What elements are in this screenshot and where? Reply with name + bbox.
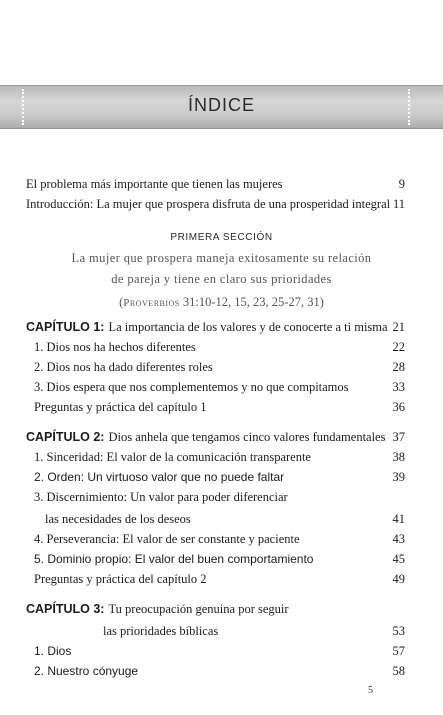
toc-entry-text: 2. Dios nos ha dado diferentes roles [34, 360, 213, 374]
toc-entry-page: 57 [392, 644, 405, 658]
page-title: ÍNDICE [187, 95, 255, 115]
toc-entry-front-1[interactable] [0, 173, 443, 195]
toc-entry-page: 41 [392, 512, 405, 526]
toc-entry-text: 3. Discernimiento: Un valor para poder diferenciar [34, 490, 288, 504]
chapter-label: CAPÍTULO 3: [26, 602, 105, 616]
toc-entry-text: 1. Sinceridad: El valor de la comunicación transparente [34, 450, 311, 464]
toc-entry[interactable] [0, 446, 443, 468]
toc-entry-page: 28 [392, 360, 405, 374]
toc-entry[interactable] [0, 356, 443, 378]
chapter-title-continuation: las prioridades bíblicas [103, 624, 219, 638]
toc-chapter-3[interactable] [0, 598, 443, 620]
toc-entry-text: Preguntas y práctica del capítulo 2 [34, 572, 207, 586]
toc-entry-text: 4. Perseverancia: El valor de ser constante y paciente [34, 532, 300, 546]
toc-entry[interactable] [0, 466, 443, 488]
scripture-book: Proverbios [123, 297, 180, 309]
toc-entry-page: 36 [392, 400, 405, 414]
toc-entry-page: 53 [392, 624, 405, 638]
toc-chapter-3-continuation[interactable] [0, 620, 443, 642]
toc-entry-page: 58 [392, 664, 405, 678]
toc-entry-page: 37 [392, 430, 405, 444]
section-subtitle-line-1: La mujer que prospera maneja exitosamente su relación [71, 251, 372, 265]
toc-entry[interactable] [0, 640, 443, 662]
toc-entry-text: Introducción: La mujer que prospera disfruta de una prosperidad integral [26, 197, 391, 211]
chapter-label: CAPÍTULO 2: [26, 430, 105, 444]
toc-chapter-2[interactable] [0, 426, 443, 448]
toc-entry-text: 3. Dios espera que nos complementemos y no que compitamos [34, 380, 349, 394]
toc-entry-front-2[interactable] [0, 193, 443, 215]
toc-entry-page: 33 [392, 380, 405, 394]
chapter-title: Dios anhela que tengamos cinco valores fundamentales [108, 430, 386, 444]
toc-chapter-1[interactable] [0, 316, 443, 338]
toc-entry-text: 5. Dominio propio: El valor del buen comportamiento [34, 552, 314, 566]
toc-entry[interactable] [0, 660, 443, 682]
toc-entry[interactable] [0, 548, 443, 570]
toc-entry-practice[interactable] [0, 568, 443, 590]
toc-entry-page: 43 [392, 532, 405, 546]
toc-entry-continuation[interactable] [0, 508, 443, 530]
toc-entry-practice[interactable] [0, 396, 443, 418]
toc-entry-text: 2. Nuestro cónyuge [34, 664, 139, 678]
toc-entry[interactable] [0, 486, 443, 508]
title-banner [0, 85, 443, 129]
toc-entry-text: 1. Dios nos ha hechos diferentes [34, 340, 196, 354]
toc-entry-page: 39 [392, 470, 405, 484]
toc-entry[interactable] [0, 376, 443, 398]
toc-entry-text: las necesidades de los deseos [45, 512, 191, 526]
toc-entry[interactable] [0, 336, 443, 358]
toc-entry-page: 38 [392, 450, 405, 464]
toc-entry-text: Preguntas y práctica del capítulo 1 [34, 400, 207, 414]
toc-entry-text: El problema más importante que tienen las mujeres [26, 177, 283, 191]
toc-entry[interactable] [0, 528, 443, 550]
section-heading: PRIMERA SECCIÓN [170, 232, 273, 243]
chapter-title: Tu preocupación genuina por seguir [108, 602, 289, 616]
toc-entry-page: 9 [398, 177, 405, 191]
toc-entry-page: 21 [392, 320, 405, 334]
toc-entry-text: 2. Orden: Un virtuoso valor que no puede faltar [34, 470, 285, 484]
toc-entry-page: 22 [392, 340, 405, 354]
toc-entry-page: 45 [392, 552, 405, 566]
section-subtitle-line-2: de pareja y tiene en claro sus prioridades [111, 272, 332, 286]
page-number: 5 [368, 685, 373, 696]
chapter-title: La importancia de los valores y de conocerte a ti misma [108, 320, 388, 334]
section-scripture-reference: (Proverbios 31:10-12, 15, 23, 25-27, 31) [119, 295, 324, 309]
toc-entry-page: 11 [392, 197, 405, 211]
toc-entry-text: 1. Dios [34, 644, 72, 658]
chapter-label: CAPÍTULO 1: [26, 320, 105, 334]
toc-entry-page: 49 [392, 572, 405, 586]
